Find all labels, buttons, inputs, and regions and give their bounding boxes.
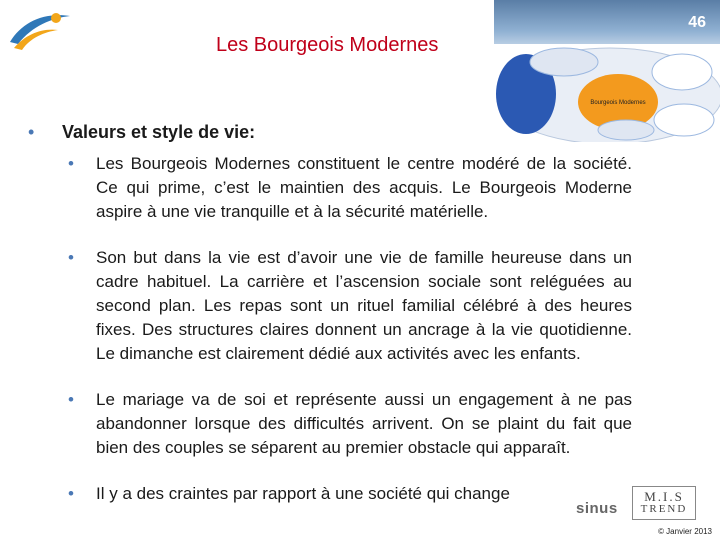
page-number: 46 bbox=[688, 14, 706, 31]
footer-logos bbox=[552, 486, 720, 540]
bullet-icon: • bbox=[68, 248, 74, 267]
section-heading bbox=[28, 120, 632, 144]
slide-content bbox=[28, 120, 632, 506]
bullet-text: Il y a des craintes par rapport à une société qui change bbox=[96, 484, 510, 503]
bullet-icon: • bbox=[28, 122, 35, 142]
mis-trend-logo bbox=[632, 486, 696, 520]
bullet-icon: • bbox=[68, 390, 74, 409]
bullet-text: Son but dans la vie est d’avoir une vie de famille heureuse dans un cadre habituel. La carrière et l’ascension sociale sont reléguées au second plan. Les repas sont un rituel familial célébré à des heures fixes. Des structures claires donnent un ancrage à la vie quotidienne. Le dimanche est clairement dédié aux activités avec les enfants. bbox=[96, 248, 632, 363]
bullet-item bbox=[68, 152, 632, 224]
bullet-icon: • bbox=[68, 484, 74, 503]
bullet-text: Les Bourgeois Modernes constituent le centre modéré de la société. Ce qui prime, c’est le maintien des acquis. Le Bourgeois Moderne aspire à une vie tranquille et à la sécurité matérielle. bbox=[96, 154, 632, 221]
sinus-logo: sinus bbox=[576, 500, 618, 517]
bullet-text: Le mariage va de soi et représente aussi un engagement à ne pas abandonner lorsque des difficultés arrivent. On se plaint du fait que bien des couples se séparent au premier obstacle qui apparaît. bbox=[96, 390, 632, 457]
bullet-item bbox=[68, 482, 632, 506]
copyright-text: © Janvier 2013 bbox=[658, 527, 712, 536]
mis-logo-bottom: TREND bbox=[640, 503, 688, 515]
page-title: Les Bourgeois Modernes bbox=[216, 34, 439, 56]
mis-logo-top: M.I.S bbox=[644, 489, 684, 504]
bullet-icon: • bbox=[68, 154, 74, 173]
bullet-item bbox=[68, 388, 632, 460]
section-heading-text: Valeurs et style de vie: bbox=[62, 122, 256, 142]
diagram-center-label: Bourgeois Modernes bbox=[590, 100, 646, 106]
bullet-item bbox=[68, 246, 632, 366]
company-logo bbox=[4, 4, 76, 56]
